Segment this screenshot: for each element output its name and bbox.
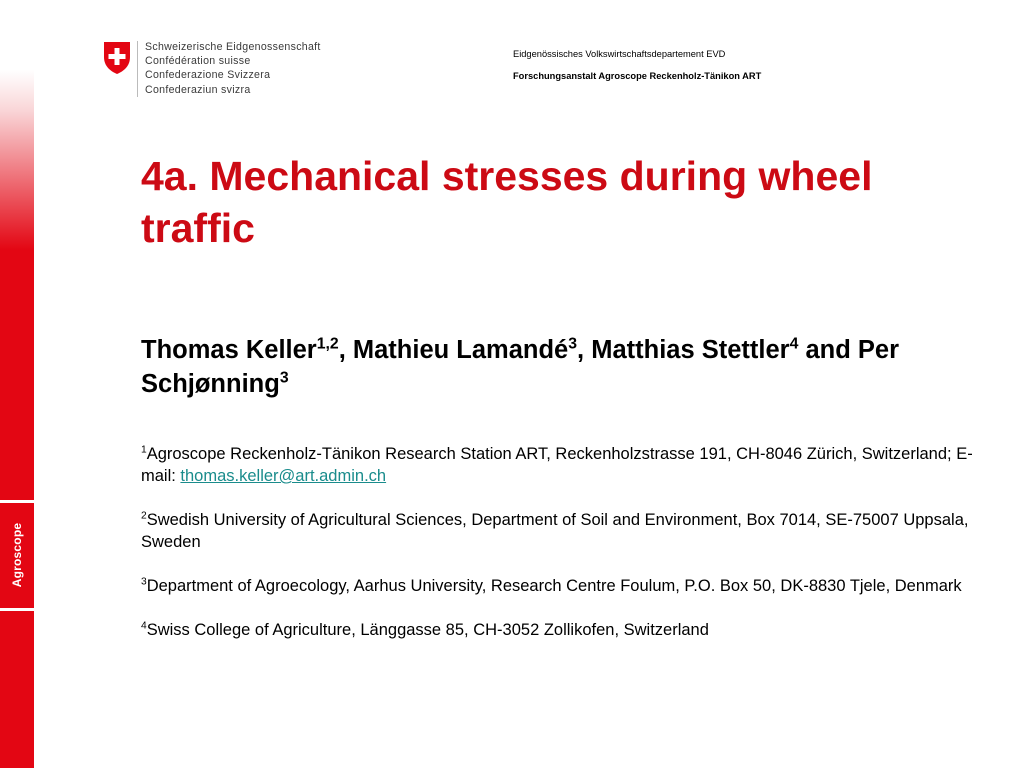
author-separator: and <box>798 336 858 364</box>
institute-name: Forschungsanstalt Agroscope Reckenholz-Tänikon ART <box>513 71 762 81</box>
department-header <box>513 43 761 87</box>
slide-title: 4a. Mechanical stresses during wheel traffic <box>141 153 873 251</box>
author-affil-number: 3 <box>279 369 289 387</box>
affiliation-number: 2 <box>141 510 147 522</box>
confederation-name-de: Schweizerische Eidgenossenschaft <box>145 41 321 53</box>
author-affil-number: 1,2 <box>316 335 339 353</box>
logo-divider <box>137 41 138 97</box>
author-name: Thomas Keller <box>141 336 317 364</box>
affiliation-item <box>141 443 981 487</box>
affiliation-item <box>141 509 981 553</box>
author-affil-number: 4 <box>789 335 799 353</box>
agroscope-side-label-text: Agroscope <box>10 522 25 588</box>
confederation-name-rm: Confederaziun svizra <box>145 83 251 96</box>
authors-line <box>141 333 981 401</box>
author-name: Matthias Stettler <box>591 336 790 364</box>
author-affil-number: 3 <box>568 335 578 353</box>
author-separator: , <box>577 336 592 364</box>
affiliation-number: 3 <box>141 576 147 588</box>
agroscope-side-label <box>2 505 32 605</box>
affiliation-text: Agroscope Reckenholz-Tänikon Research Station ART, Reckenholzstrasse 191, CH-8046 Zürich, Switzerland; E-mail: <box>141 445 973 485</box>
confederation-names <box>145 40 321 97</box>
affiliation-item <box>141 575 981 597</box>
affiliation-text: Swedish University of Agricultural Sciences, Department of Soil and Environment, Box 7014, SE-75007 Uppsala, Sweden <box>141 511 969 551</box>
affiliation-number: 4 <box>141 620 147 632</box>
email-link[interactable]: thomas.keller@art.admin.ch <box>180 467 387 485</box>
affiliation-text: Swiss College of Agriculture, Länggasse 85, CH-3052 Zollikofen, Switzerland <box>146 621 709 639</box>
confederation-name-fr: Confédération suisse <box>145 55 251 68</box>
affiliation-item <box>141 619 981 641</box>
author-name: Per Schjønning <box>141 336 900 398</box>
affiliations <box>141 443 981 663</box>
department-name: Eidgenössisches Volkswirtschaftsdepartement EVD <box>513 49 726 59</box>
side-bar-separator <box>0 500 34 503</box>
swiss-shield-icon <box>102 41 132 75</box>
agroscope-side-bar <box>0 0 34 768</box>
confederation-name-it: Confederazione Svizzera <box>145 69 271 82</box>
side-bar-separator <box>0 608 34 611</box>
author-separator: , <box>338 336 353 364</box>
affiliation-text: Department of Agroecology, Aarhus University, Research Centre Foulum, P.O. Box 50, DK-8830 Tjele, Denmark <box>146 577 962 595</box>
affiliation-number: 1 <box>141 444 147 456</box>
author-name: Mathieu Lamandé <box>352 336 569 364</box>
